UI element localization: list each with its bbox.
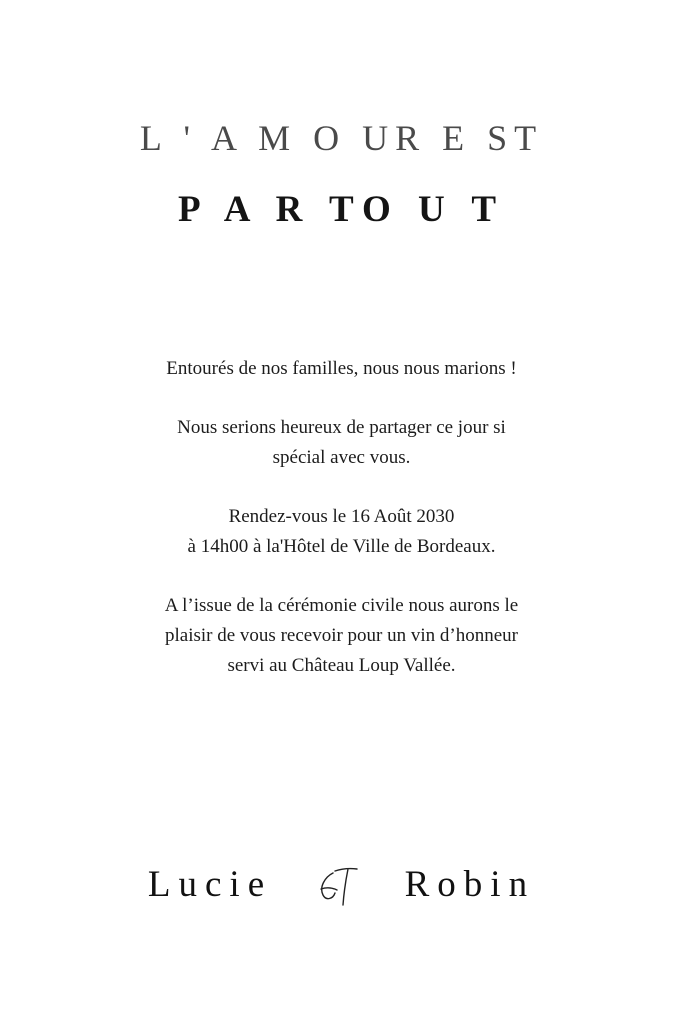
- text-line: servi au Château Loup Vallée.: [227, 655, 456, 676]
- title-line-2: P A R TO U T: [177, 189, 506, 230]
- paragraph-announcement: [90, 354, 593, 384]
- name-first: Lucie: [147, 863, 273, 905]
- text-line: Nous serions heureux de partager ce jour si: [177, 417, 506, 438]
- text-line: Entourés de nos familles, nous nous marions !: [166, 358, 517, 379]
- text-line: Rendez-vous le 16 Août 2030: [228, 506, 455, 527]
- script-et-icon: [315, 859, 361, 911]
- text-line: plaisir de vous recevoir pour un vin d’honneur: [165, 625, 518, 646]
- couple-names: [0, 856, 683, 916]
- text-line: A l’issue de la cérémonie civile nous aurons le: [164, 595, 519, 616]
- paragraph-date-venue: [90, 502, 593, 562]
- name-second: Robin: [404, 863, 536, 905]
- title-line-1: L ' A M O UR E ST: [139, 118, 544, 158]
- text-line: à 14h00 à la'Hôtel de Ville de Bordeaux.: [187, 536, 496, 557]
- paragraph-reception: [90, 591, 593, 681]
- text-line: spécial avec vous.: [272, 447, 411, 468]
- invitation-body: [90, 354, 593, 710]
- paragraph-sharing: [90, 413, 593, 473]
